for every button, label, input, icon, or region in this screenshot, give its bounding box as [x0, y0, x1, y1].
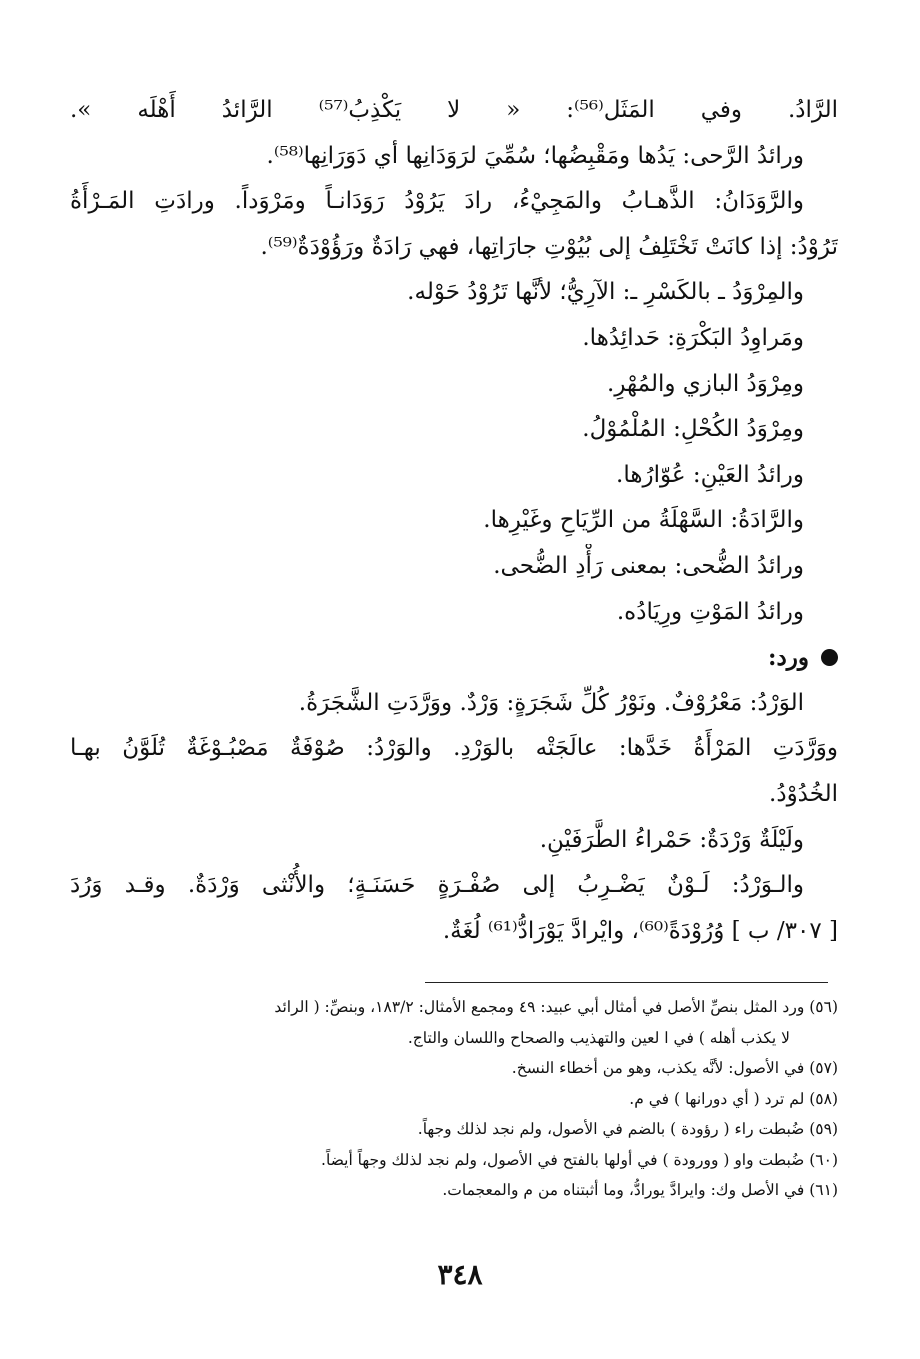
text-line: والرَّادَةُ: السَّهْلَةُ من الرِّيَاحِ وغَيْرِها. — [483, 507, 804, 534]
text-line: الرَّادُ. وفي المَثَل⁽⁵⁶⁾: « لا يَكْذِبُ⁽⁵⁷⁾ الرَّائدُ أَهْلَه ». — [70, 97, 838, 123]
footnote: (٥٩) ضُبطت راء ( رؤودة ) بالضم في الأصول، ولم نجد لذلك وجهاً. — [417, 1120, 838, 1138]
text-line: ورائدُ الرَّحى: يَدُها ومَقْبِضُها؛ سُمِّيَ لرَوَدَانِها أي دَوَرَانِها⁽⁵⁸⁾. — [266, 142, 804, 169]
text-line: والمِرْوَدُ ـ بالكَسْرِ ـ: الآرِيُّ؛ لأنَّها تَرُوْدُ حَوْله. — [407, 279, 804, 306]
entry-heading-label: ورد: — [768, 644, 809, 672]
text-line: ورائدُ العَيْنِ: عُوّارُها. — [616, 461, 804, 488]
footnote: (٦٠) ضُبطت واو ( وورودة ) في أولها بالفتح في الأصول، ولم نجد لذلك وجهاً أيضاً. — [321, 1150, 838, 1169]
main-text — [70, 88, 838, 954]
text-line: والـوَرْدُ: لَـوْنٌ يَضْـرِبُ إلى صُفْـرَةٍ حَسَنَـةٍ؛ والأُنْثى وَرْدَةٌ. وقـد وَرُدَ — [70, 872, 804, 899]
text-line: تَرُوْدُ: إذا كانَتْ تَخْتَلِفُ إلى بُيُوْتِ جارَاتِها، فهي رَادَةٌ ورَؤُوْدَةٌ⁽⁵⁹⁾. — [260, 233, 838, 260]
bullet-icon — [821, 649, 838, 666]
footnotes — [70, 992, 838, 1206]
text-line: ومَراوِدُ البَكْرَةِ: حَدائِدُها. — [582, 324, 804, 351]
footnote-separator — [425, 982, 828, 983]
footnote: (٥٦) ورد المثل بنصِّ الأصل في أمثال أبي عبيد: ٤٩ ومجمع الأمثال: ١٨٣/٢، وبنصِّ: ( الرائد — [274, 998, 838, 1016]
entry-heading — [70, 635, 838, 681]
text-line: الخُدُوْدُ. — [769, 780, 838, 807]
text-line: ولَيْلَةٌ وَرْدَةٌ: حَمْراءُ الطَّرَفَيْنِ. — [539, 826, 804, 853]
footnote: (٦١) في الأصل وك: وايرادَّ يورادُّ، وما أثبتناه من م والمعجمات. — [442, 1181, 838, 1199]
footnote-continuation: لا يكذب أهله ) في ا لعين والتهذيب والصحاح واللسان والتاج. — [407, 1028, 790, 1047]
text-line: ومِرْوَدُ البازي والمُهْرِ. — [607, 370, 804, 397]
footnote: (٥٨) لم ترد ( أي دورانها ) في م. — [629, 1089, 838, 1108]
text-line: ورائدُ الضُّحى: بمعنى رَأْدِ الضُّحى. — [493, 552, 804, 579]
text-line: ووَرَّدَتِ المَرْأَةُ خَدَّها: عالَجَتْه بالوَرْدِ. والوَرْدُ: صُوْفَةٌ مَصْبُـوْغَةٌ تُلَوَّنُ بهـا — [70, 735, 838, 762]
footnote: (٥٧) في الأصول: لأنَّه يكذب، وهو من أخطاء النسخ. — [511, 1059, 838, 1077]
text-line: والرَّوَدَانُ: الذَّهـابُ والمَجِيْءُ، رادَ يَرُوْدُ رَوَدَانـاً ومَرْوَداً. ورادَتِ المَـرْأَةُ — [70, 188, 804, 215]
text-line: ورائدُ المَوْتِ ورِيَادُه. — [616, 598, 804, 625]
text-line: [ ٣٠٧/ ب ] وُرُوْدَةً⁽⁶⁰⁾، وايْرادَّ يَوْرَادُّ⁽⁶¹⁾ لُغَةٌ. — [442, 917, 838, 944]
text-line: ومِرْوَدُ الكُحْلِ: المُلْمُوْلُ. — [582, 416, 804, 443]
page-number: ٣٤٨ — [437, 1258, 483, 1291]
text-line: الوَرْدُ: مَعْرُوْفٌ. ونَوْرُ كُلِّ شَجَرَةٍ: وَرْدٌ. ووَرَّدَتِ الشَّجَرَةُ. — [298, 689, 804, 716]
